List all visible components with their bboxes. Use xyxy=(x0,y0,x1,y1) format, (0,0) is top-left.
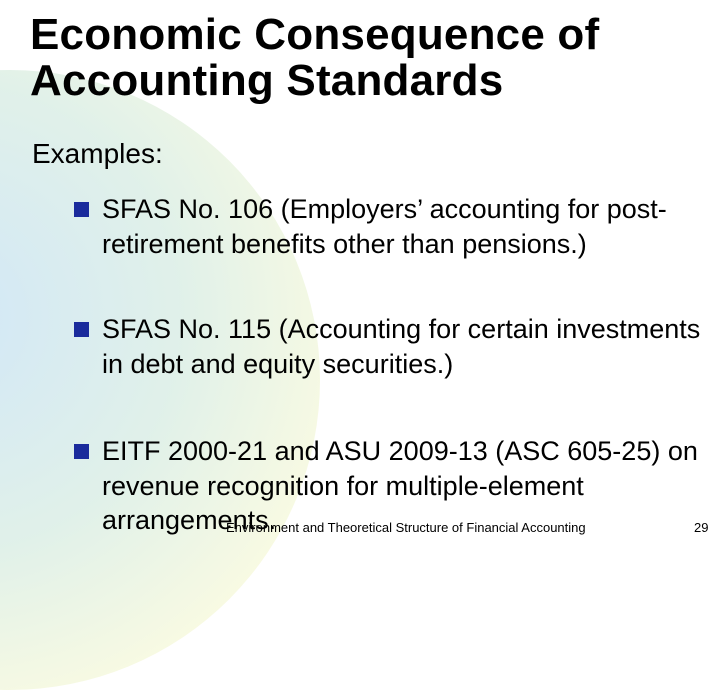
square-bullet-icon xyxy=(74,202,89,217)
bullet-text: EITF 2000-21 and ASU 2009-13 (ASC 605-25) on revenue recognition for multiple-element arrangements. xyxy=(102,436,698,535)
page-number: 29 xyxy=(694,520,709,535)
bullet-text: SFAS No. 106 (Employers’ accounting for post-retirement benefits other than pensions.) xyxy=(102,194,667,259)
square-bullet-icon xyxy=(74,322,89,337)
title-line-2: Accounting Standards xyxy=(30,56,504,105)
square-bullet-icon xyxy=(74,444,89,459)
slide-title xyxy=(30,12,599,104)
slide-footer: Environment and Theoretical Structure of Financial Accounting xyxy=(226,520,586,535)
bullet-text: SFAS No. 115 (Accounting for certain investments in debt and equity securities.) xyxy=(102,314,701,379)
title-line-1: Economic Consequence of xyxy=(30,10,600,59)
intro-text: Examples: xyxy=(32,138,163,169)
